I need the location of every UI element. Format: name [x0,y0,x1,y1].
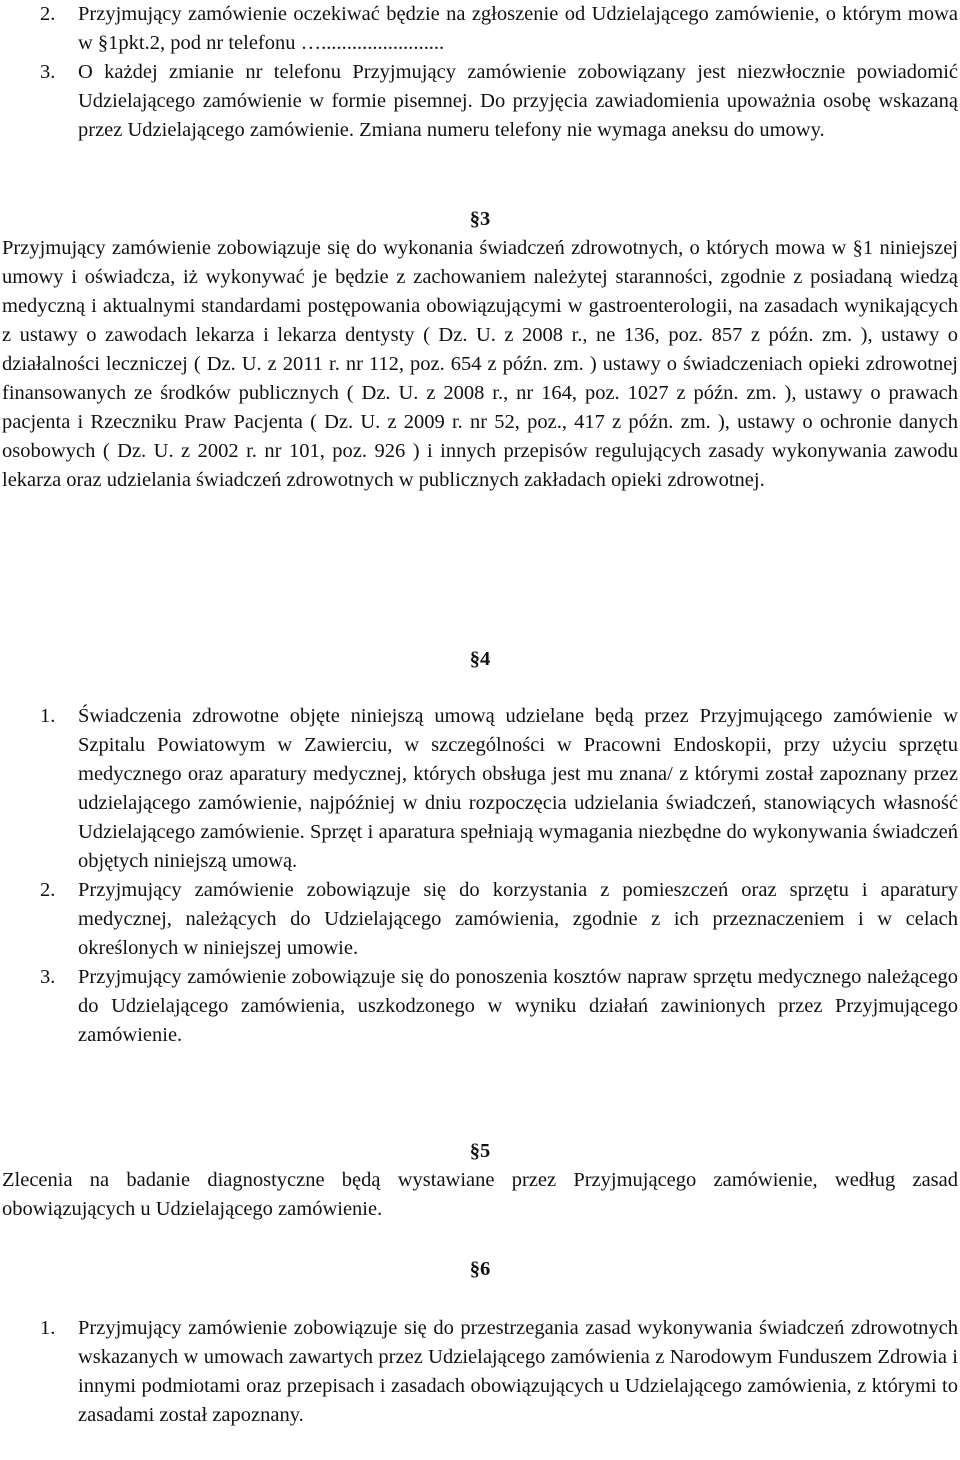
section-5-heading: §5 [469,1140,491,1162]
item-number: 1. [40,705,56,727]
item-text: Przyjmujący zamówienie oczekiwać będzie na zgłoszenie od Udzielającego zamówienie, o którym mowa w §1pkt.2, pod nr telefonu …........................ [78,3,958,54]
section-2-list [0,0,960,145]
item-number: 1. [40,1317,56,1339]
list-item [0,963,960,1050]
section-3-body [0,234,960,495]
section-4-list [0,702,960,1050]
section-6-list [0,1314,960,1430]
item-number: 3. [40,61,56,83]
section-3-heading: §3 [469,208,491,230]
item-text: Przyjmujący zamówienie zobowiązuje się do ponoszenia kosztów napraw sprzętu medycznego należącego do Udzielającego zamówienia, uszkodzonego w wyniku działań zawinionych przez Przyjmującego zamówienie. [78,966,958,1046]
item-text: O każdej zmianie nr telefonu Przyjmujący zamówienie zobowiązany jest niezwłocznie powiadomić Udzielającego zamówienie w formie pisemnej. Do przyjęcia zawiadomienia upoważnia osobę wskazaną przez Udzielającego zamówienie. Zmiana numeru telefony nie wymaga aneksu do umowy. [78,61,958,141]
item-number: 2. [40,879,56,901]
list-item [0,876,960,963]
item-number: 3. [40,966,56,988]
item-number: 2. [40,3,56,25]
paragraph: Zlecenia na badanie diagnostyczne będą wystawiane przez Przyjmującego zamówienie, według zasad obowiązujących u Udzielającego zamówienie. [2,1169,958,1220]
item-text: Przyjmujący zamówienie zobowiązuje się do przestrzegania zasad wykonywania świadczeń zdrowotnych wskazanych w umowach zawartych przez Udzielającego zamówienia z Narodowym Funduszem Zdrowia i innymi podmiotami oraz przepisach i zasadach obowiązujących u Udzielającego zamówienia, z którymi to zasadami został zapoznany. [78,1317,958,1426]
list-item [0,1314,960,1430]
section-4-heading: §4 [469,648,491,670]
list-item [0,0,960,58]
list-item [0,702,960,876]
paragraph: Przyjmujący zamówienie zobowiązuje się do wykonania świadczeń zdrowotnych, o których mowa w §1 niniejszej umowy i oświadcza, iż wykonywać je będzie z zachowaniem należytej staranności, zgodnie z posiadaną wiedzą medyczną i aktualnymi standardami postępowania obowiązującymi w gastroenterologii, na zasadach wynikających z ustawy o zawodach lekarza i lekarza dentysty ( Dz. U. z 2008 r., ne 136, poz. 857 z późn. zm. ), ustawy o działalności leczniczej ( Dz. U. z 2011 r. nr 112, poz. 654 z późn. zm. ) ustawy o świadczeniach opieki zdrowotnej finansowanych ze środków publicznych ( Dz. U. z 2008 r., nr 164, poz. 1027 z późn. zm. ), ustawy o prawach pacjenta i Rzeczniku Praw Pacjenta ( Dz. U. z 2009 r. nr 52, poz., 417 z późn. zm. ), ustawy o ochronie danych osobowych ( Dz. U. z 2002 r. nr 101, poz. 926 ) i innych przepisów regulujących zasady wykonywania zawodu lekarza oraz udzielania świadczeń zdrowotnych w publicznych zakładach opieki zdrowotnej. [2,237,958,491]
section-5-body [0,1166,960,1224]
list-item [0,58,960,145]
item-text: Świadczenia zdrowotne objęte niniejszą umową udzielane będą przez Przyjmującego zamówienie w Szpitalu Powiatowym w Zawierciu, w szczególności w Pracowni Endoskopii, przy użyciu sprzętu medycznego oraz aparatury medycznej, których obsługa jest mu znana/ z którymi został zapoznany przez udzielającego zamówienie, najpóźniej w dniu rozpoczęcia udzielania świadczeń, stanowiących własność Udzielającego zamówienie. Sprzęt i aparatura spełniają wymagania niezbędne do wykonywania świadczeń objętych niniejszą umową. [78,705,958,872]
section-6-heading: §6 [469,1258,491,1280]
item-text: Przyjmujący zamówienie zobowiązuje się do korzystania z pomieszczeń oraz sprzętu i aparatury medycznej, należących do Udzielającego zamówienia, zgodnie z ich przeznaczeniem i w celach określonych w niniejszej umowie. [78,879,958,959]
